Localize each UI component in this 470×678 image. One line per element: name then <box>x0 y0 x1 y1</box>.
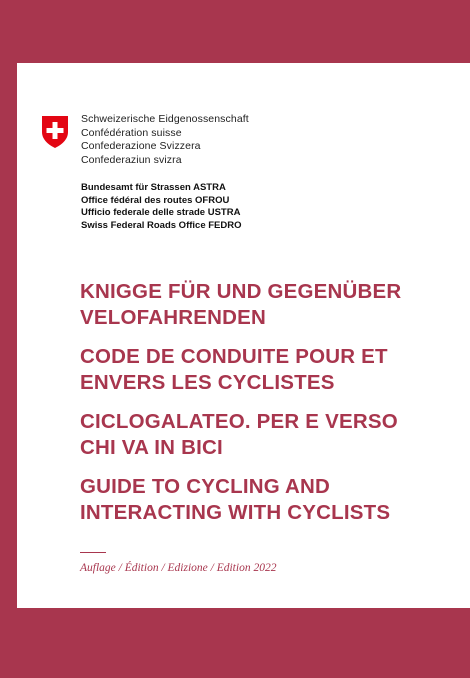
divider <box>80 552 106 553</box>
title-de: KNIGGE FÜR UND GEGENÜBER VELOFAHRENDEN <box>80 280 402 329</box>
document-titles <box>80 279 465 539</box>
edition-line: Auflage / Édition / Edizione / Edition 2022 <box>80 562 277 574</box>
title-en: GUIDE TO CYCLING AND INTERACTING WITH CYCLISTS <box>80 475 391 524</box>
title-it: CICLOGALATEO. PER E VERSO CHI VA IN BICI <box>80 410 398 459</box>
office-name-de: Bundesamt für Strassen ASTRA <box>81 182 226 193</box>
confederation-name-de: Schweizerische Eidgenossenschaft <box>81 113 249 125</box>
title-fr: CODE DE CONDUITE POUR ET ENVERS LES CYCLISTES <box>80 345 388 394</box>
confederation-name-fr: Confédération suisse <box>81 126 182 139</box>
swiss-shield-icon <box>41 115 69 149</box>
office-names <box>81 182 242 232</box>
confederation-names <box>81 113 249 167</box>
office-name-en: Swiss Federal Roads Office FEDRO <box>81 219 242 231</box>
confederation-name-it: Confederazione Svizzera <box>81 140 201 152</box>
office-name-it: Ufficio federale delle strade USTRA <box>81 207 241 218</box>
cover-page <box>17 63 470 608</box>
office-name-fr: Office fédéral des routes OFROU <box>81 194 230 206</box>
confederation-name-rm: Confederaziun svizra <box>81 153 182 166</box>
